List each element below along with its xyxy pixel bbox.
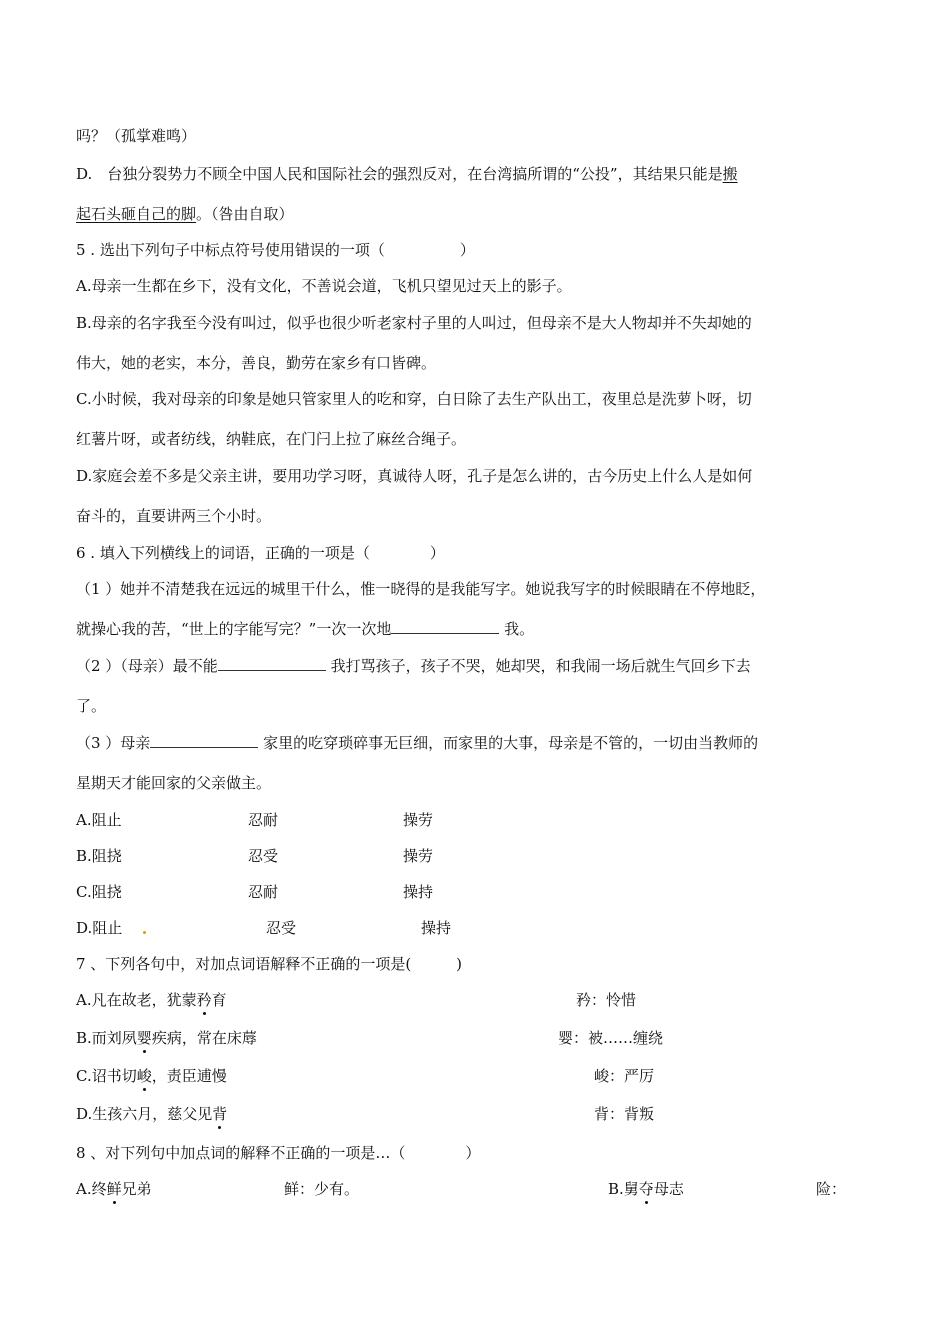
q6-option-b-word3: 操劳 — [403, 847, 434, 865]
q7-option-c — [76, 1066, 227, 1086]
text-span: B.舅 — [608, 1180, 639, 1198]
q6-option-d-word3: 操持 — [421, 919, 452, 937]
q6-sentence-2 — [76, 656, 751, 676]
text-span: 我。 — [499, 620, 535, 638]
text-span: 育 — [211, 991, 227, 1009]
text-line — [76, 164, 738, 184]
text-span: D.生孩六月，慈父见 — [76, 1105, 213, 1123]
q7-option-b-gloss: 婴：被……缠绕 — [558, 1029, 664, 1047]
question-7-stem: 7 、下列各句中，对加点词语解释不正确的一项是( ) — [76, 955, 463, 973]
text-span: A.凡在故老，犹蒙 — [76, 991, 197, 1009]
q5-option-d-cont: 奋斗的，直要讲两三个小时。 — [76, 507, 272, 525]
text-span: 。（咎由自取） — [196, 205, 294, 223]
q6-sentence-1: （1 ）她并不清楚我在远远的城里干什么，惟一晓得的是我能写字。她说我写字的时候眼睛在不停地眨， — [76, 580, 766, 598]
q7-option-a-gloss: 矜：怜惜 — [576, 991, 637, 1009]
q8-option-a-gloss: 鲜：少有。 — [284, 1180, 360, 1198]
q7-option-d — [76, 1104, 227, 1124]
q8-option-b — [608, 1179, 684, 1199]
text-span: ，责臣逋慢 — [151, 1067, 227, 1085]
q7-option-d-gloss: 背：背叛 — [594, 1105, 655, 1123]
text-span: （2 ）（母亲）最不能 — [76, 657, 218, 675]
stray-mark — [143, 931, 146, 934]
text-span: 兄弟 — [121, 1180, 152, 1198]
q6-sentence-2-cont: 了。 — [76, 697, 107, 715]
q6-option-a-word2: 忍耐 — [248, 811, 279, 829]
q6-option-a-label: A.阻止 — [76, 811, 122, 829]
q6-sentence-3-cont: 星期天才能回家的父亲做主。 — [76, 774, 272, 792]
underlined-text: 起石头砸自己的脚 — [76, 205, 197, 223]
dotted-char: 夺 — [638, 1180, 654, 1198]
q6-option-c-word3: 操持 — [403, 883, 434, 901]
answer-blank — [218, 656, 326, 671]
text-span: A.终 — [76, 1180, 107, 1198]
text-span: D. 台独分裂势力不顾全中国人民和国际社会的强烈反对，在台湾搞所谓的“公投”，其结果只能是 — [76, 165, 723, 183]
q5-option-c: C.小时候，我对母亲的印象是她只管家里人的吃和穿，白日除了去生产队出工，夜里总是洗萝卜呀，切 — [76, 390, 752, 408]
q7-option-c-gloss: 峻：严厉 — [594, 1067, 655, 1085]
q5-option-b: B.母亲的名字我至今没有叫过，似乎也很少听老家村子里的人叫过，但母亲不是大人物却并不失却她的 — [76, 314, 752, 332]
q7-option-b — [76, 1028, 257, 1048]
q8-option-b-gloss: 险： — [816, 1180, 847, 1198]
text-span: （3 ）母亲 — [76, 734, 151, 752]
q6-option-c-word2: 忍耐 — [248, 883, 279, 901]
text-span: 疾病，常在床蓐 — [151, 1029, 257, 1047]
q6-sentence-3 — [76, 733, 758, 753]
q5-option-b-cont: 伟大，她的老实，本分，善良，勤劳在家乡有口皆碑。 — [76, 354, 437, 372]
dotted-char: 背 — [212, 1105, 228, 1123]
q6-option-b-word2: 忍受 — [248, 847, 279, 865]
q5-option-d: D.家庭会差不多是父亲主讲，要用功学习呀，真诚待人呀，孔子是怎么讲的，古今历史上什么人是如何 — [76, 467, 753, 485]
q5-option-c-cont: 红薯片呀，或者纺线，纳鞋底，在门闩上拉了麻丝合绳子。 — [76, 430, 467, 448]
q7-option-a — [76, 990, 227, 1010]
q6-option-b-label: B.阻挠 — [76, 847, 122, 865]
q8-option-a — [76, 1179, 152, 1199]
q5-option-a: A.母亲一生都在乡下，没有文化，不善说会道，飞机只望见过天上的影子。 — [76, 277, 572, 295]
q6-option-d-label: D.阻止 — [76, 919, 123, 937]
text-span: 母志 — [653, 1180, 684, 1198]
text-span: 我打骂孩子，孩子不哭，她却哭，和我闹一场后就生气回乡下去 — [325, 657, 751, 675]
dotted-char: 鲜 — [106, 1180, 122, 1198]
answer-blank — [150, 733, 258, 748]
dotted-char: 峻 — [136, 1067, 152, 1085]
q6-sentence-1-cont — [76, 619, 534, 639]
q6-option-a-word3: 操劳 — [403, 811, 434, 829]
question-6-stem: 6 . 填入下列横线上的词语，正确的一项是（ ） — [76, 544, 445, 562]
text-span: C.诏书切 — [76, 1067, 137, 1085]
dotted-char: 矜 — [196, 991, 212, 1009]
text-span: B.而刘夙 — [76, 1029, 137, 1047]
text-span: 就操心我的苦，“世上的字能写完？”一次一次地 — [76, 620, 392, 638]
answer-blank — [391, 619, 499, 634]
question-5-stem: 5 . 选出下列句子中标点符号使用错误的一项（ ） — [76, 241, 475, 259]
text-line — [76, 204, 294, 224]
question-8-stem: 8 、对下列句中加点词的解释不正确的一项是…（ ） — [76, 1144, 481, 1162]
q6-option-d-word2: 忍受 — [266, 919, 297, 937]
dotted-char: 婴 — [136, 1029, 152, 1047]
text-span: 家里的吃穿琐碎事无巨细，而家里的大事，母亲是不管的，一切由当教师的 — [258, 734, 759, 752]
text-line: 吗？（孤掌难鸣） — [76, 127, 197, 145]
q6-option-c-label: C.阻挠 — [76, 883, 122, 901]
underlined-text: 搬 — [722, 165, 738, 183]
